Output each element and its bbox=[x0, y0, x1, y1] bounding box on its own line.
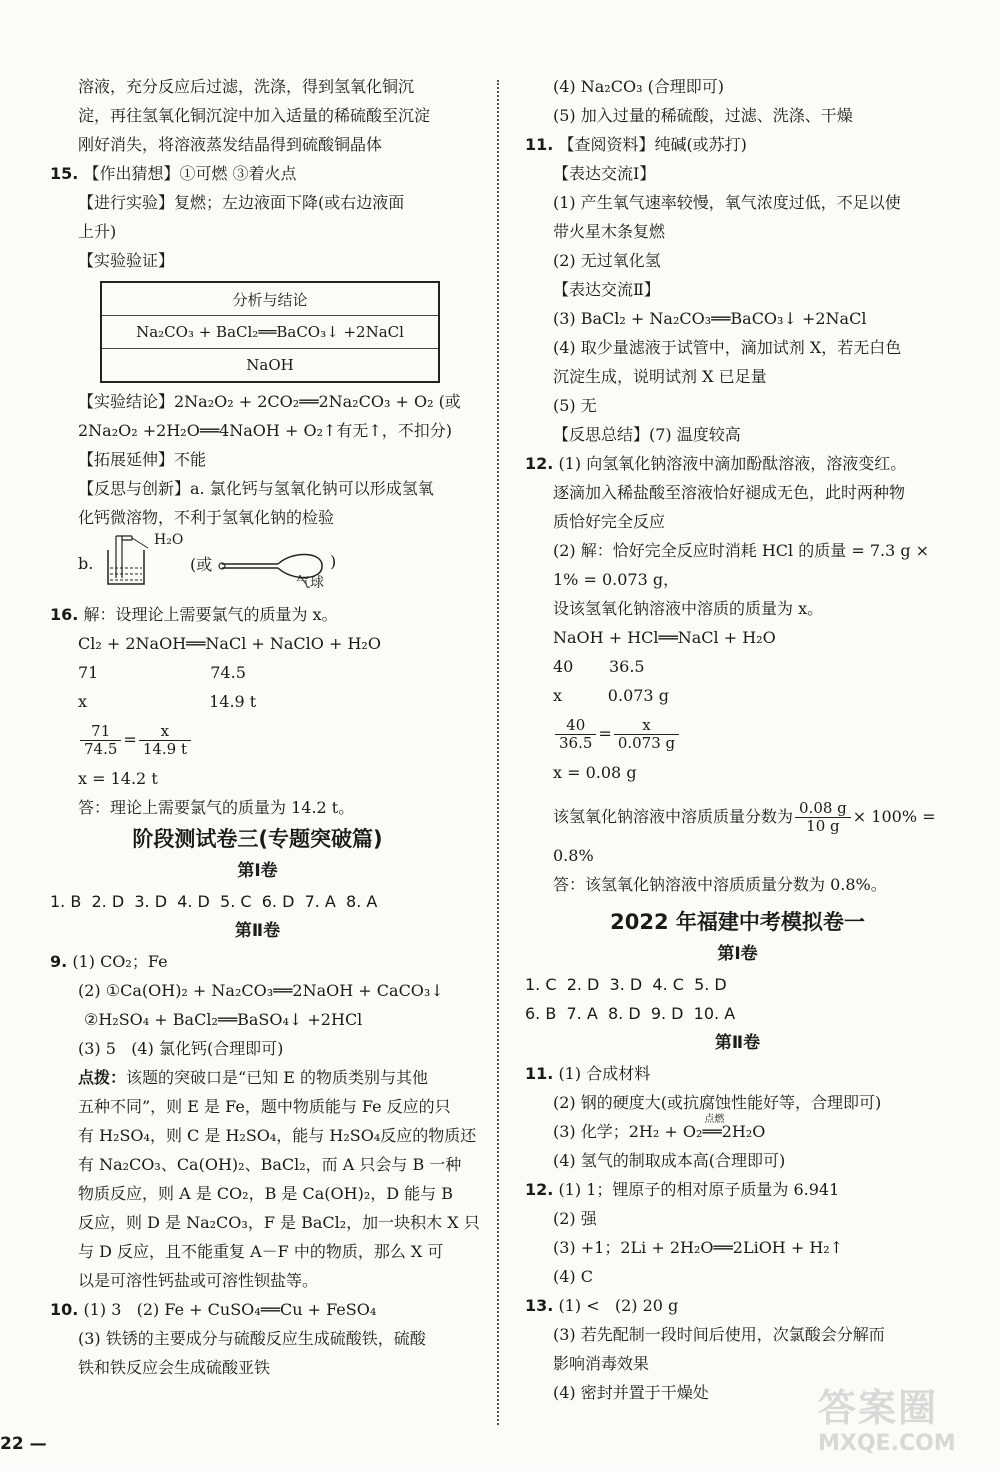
q9-hint-line: 以是可溶性钙盐或可溶性钡盐等。 bbox=[78, 1271, 319, 1290]
e13-line: (3) 若先配制一段时间后使用，次氯酸会分解而 bbox=[553, 1325, 885, 1344]
section3-answers: 1. B 2. D 3. D 4. D 5. C 6. D 7. A 8. A bbox=[50, 892, 378, 911]
e12-text: (1) 1；锂原子的相对原子质量为 6.941 bbox=[558, 1180, 840, 1199]
q14-tail-line: 溶液，充分反应后过滤，洗涤，得到氢氧化铜沉 bbox=[78, 77, 415, 96]
e11-equation-prefix: (3) 化学；2H₂ + O₂ bbox=[553, 1122, 703, 1141]
e11-equation-suffix: 2H₂O bbox=[721, 1122, 766, 1141]
diagram-balloon-label: 气球 bbox=[296, 575, 324, 591]
exam-part1: 第Ⅰ卷 bbox=[717, 944, 758, 964]
q12-line: 质恰好完全反应 bbox=[553, 512, 666, 531]
analysis-table-header: 分析与结论 bbox=[101, 282, 439, 316]
e12-number: 12. bbox=[525, 1180, 554, 1199]
e12-line: (4) C bbox=[553, 1267, 593, 1286]
exam-title: 2022 年福建中考模拟卷一 bbox=[610, 910, 865, 934]
q11-line: 带火星木条复燃 bbox=[553, 222, 666, 241]
q12-line: NaOH + HCl══NaCl + H₂O bbox=[553, 628, 776, 647]
q9-line: (3) 5 (4) 氯化钙(合理即可) bbox=[78, 1039, 284, 1058]
fraction-numerator: x bbox=[139, 723, 191, 741]
q11-line: 沉淀生成，说明试剂 X 已足量 bbox=[553, 367, 767, 386]
watermark-url: MXQE.COM bbox=[818, 1431, 956, 1456]
q10-line bbox=[50, 1295, 465, 1324]
fraction-numerator: 0.08 g bbox=[795, 800, 851, 818]
q12-answer: 答：该氢氧化钠溶液中溶质质量分数为 0.8%。 bbox=[553, 875, 887, 894]
e11-line: (4) 氢气的制取成本高(合理即可) bbox=[553, 1151, 786, 1170]
e11-line bbox=[525, 1059, 950, 1088]
fraction-denominator: 36.5 bbox=[559, 734, 593, 752]
right-column bbox=[525, 72, 950, 1407]
q15-conclusion-line: 2Na₂O₂ +2H₂O══4NaOH + O₂↑有无↑，不扣分) bbox=[78, 421, 453, 440]
q9-text: (1) CO₂；Fe bbox=[72, 952, 168, 971]
q15-number: 15. bbox=[50, 164, 79, 183]
e12-line: (3) +1；2Li + 2H₂O══2LiOH + H₂↑ bbox=[553, 1238, 844, 1257]
mass-fraction-suffix: × 100% = bbox=[852, 807, 936, 826]
q11-line: (1) 产生氧气速率较慢，氧气浓度过低，不足以使 bbox=[553, 193, 901, 212]
q9-hint-line: 有 Na₂CO₃、Ca(OH)₂、BaCl₂，而 A 只会与 B 一种 bbox=[78, 1155, 462, 1174]
q16-number: 16. bbox=[50, 605, 79, 624]
q9-line bbox=[50, 947, 465, 976]
fraction-numerator: x bbox=[614, 717, 679, 735]
e12-line bbox=[525, 1175, 950, 1204]
diagram-or-label: (或 bbox=[190, 555, 213, 574]
apparatus-diagram bbox=[50, 532, 465, 590]
q16-intro bbox=[50, 600, 465, 629]
mass-fraction-prefix: 该氢氧化钠溶液中溶质质量分数为 bbox=[553, 807, 794, 826]
q14-tail-line: 刚好消失，将溶液蒸发结晶得到硫酸铜晶体 bbox=[78, 135, 383, 154]
q9-hint-line: 与 D 反应，且不能重复 A－F 中的物质，那么 X 可 bbox=[78, 1242, 444, 1261]
watermark-logo-text: 答案圈 bbox=[818, 1386, 939, 1430]
e11-number: 11. bbox=[525, 1064, 554, 1083]
q12-mass-fraction bbox=[525, 793, 950, 841]
q10-tail-line: (5) 加入过量的稀硫酸，过滤、洗涤、干燥 bbox=[553, 106, 853, 125]
e13-line: 影响消毒效果 bbox=[553, 1354, 650, 1373]
reaction-condition bbox=[702, 1114, 725, 1146]
q16-answer: 答：理论上需要氯气的质量为 14.2 t。 bbox=[78, 798, 355, 817]
q12-line bbox=[525, 449, 950, 478]
q15-reflect-line: 化钙微溶物，不利于氢氧化钠的检验 bbox=[78, 508, 335, 527]
q15-guess bbox=[50, 159, 465, 188]
q9-hint-line: 有 H₂SO₄，则 C 是 H₂SO₄，能与 H₂SO₄反应的物质还 bbox=[78, 1126, 477, 1145]
q15-guess-text: 【作出猜想】①可燃 ③着火点 bbox=[83, 164, 297, 183]
q16-fraction-right bbox=[139, 723, 191, 758]
q10-line: (3) 铁锈的主要成分与硫酸反应生成硫酸铁，硫酸 bbox=[78, 1329, 426, 1348]
fraction-denominator: 10 g bbox=[806, 817, 840, 835]
q11-line: (5) 无 bbox=[553, 396, 597, 415]
condition-label: 点燃 bbox=[704, 1114, 725, 1125]
column-divider bbox=[497, 80, 499, 1425]
q9-hint-line: 五种不同”，则 E 是 Fe，题中物质能与 Fe 反应的只 bbox=[78, 1097, 451, 1116]
q15-conclusion-line: 【实验结论】2Na₂O₂ + 2CO₂══2Na₂CO₃ + O₂ (或 bbox=[78, 392, 461, 411]
diagram-h2o-label: H₂O bbox=[154, 532, 184, 548]
exam-part2: 第Ⅱ卷 bbox=[714, 1033, 761, 1053]
fraction-denominator: 74.5 bbox=[84, 740, 118, 758]
hint-text: 该题的突破口是“已知 E 的物质类别与其他 bbox=[126, 1068, 429, 1087]
q9-hint-line bbox=[50, 1063, 465, 1092]
e11-line: (2) 钢的硬度大(或抗腐蚀性能好等，合理即可) bbox=[553, 1093, 882, 1112]
q11-line: (4) 取少量滤液于试管中，滴加试剂 X，若无白色 bbox=[553, 338, 902, 357]
exam-answers-row1: 1. C 2. D 3. D 4. C 5. D bbox=[525, 975, 727, 994]
q11-line: (3) BaCl₂ + Na₂CO₃══BaCO₃↓ +2NaCl bbox=[553, 309, 867, 328]
q12-line: 逐滴加入稀盐酸至溶液恰好褪成无色，此时两种物 bbox=[553, 483, 906, 502]
q12-proportion: $\frac{40}{36.5}$ = $\frac{x}{0.073 g}$ bbox=[525, 710, 950, 758]
q12-fraction-left bbox=[555, 717, 596, 752]
fraction-denominator: 0.073 g bbox=[617, 734, 676, 752]
analysis-table-cell: NaOH bbox=[101, 349, 439, 383]
q9-line: ②H₂SO₄ + BaCl₂══BaSO₄↓ +2HCl bbox=[84, 1010, 363, 1029]
fraction-denominator: 14.9 t bbox=[142, 740, 188, 758]
condition-arrow: ══ bbox=[702, 1122, 722, 1141]
q11-line: (2) 无过氧化氢 bbox=[553, 251, 661, 270]
q14-tail-line: 淀，再往氢氧化铜沉淀中加入适量的稀硫酸至沉淀 bbox=[78, 106, 431, 125]
q12-line: (2) 解：恰好完全反应时消耗 HCl 的质量 = 7.3 g × bbox=[553, 541, 930, 560]
q11-line: 【表达交流Ⅱ】 bbox=[553, 280, 660, 299]
q11-line bbox=[525, 130, 950, 159]
mass-fraction bbox=[795, 800, 851, 835]
e13-number: 13. bbox=[525, 1296, 554, 1315]
q15-verify: 【实验验证】 bbox=[78, 251, 175, 270]
q9-hint-line: 物质反应，则 A 是 CO₂，B 是 Ca(OH)₂，D 能与 B bbox=[78, 1184, 454, 1203]
diagram-close-paren: ) bbox=[330, 552, 337, 571]
left-column bbox=[50, 72, 480, 1382]
fraction-numerator: 71 bbox=[80, 723, 121, 741]
q12-line: 1% = 0.073 g， bbox=[553, 570, 680, 589]
q16-proportion: $\frac{71}{74.5}$ = $\frac{x}{14.9 t}$ bbox=[50, 716, 465, 764]
fraction-numerator: 40 bbox=[555, 717, 596, 735]
q11-line: 【反思总结】(7) 温度较高 bbox=[553, 425, 741, 444]
q9-hint-line: 反应，则 D 是 Na₂CO₃，F 是 BaCl₂，加一块积木 X 只 bbox=[78, 1213, 480, 1232]
beaker-tube-icon bbox=[98, 532, 158, 590]
q16-line: 71 74.5 bbox=[78, 663, 246, 682]
e11-text: (1) 合成材料 bbox=[558, 1064, 651, 1083]
q16-line: x 14.9 t bbox=[78, 692, 257, 711]
q11-number: 11. bbox=[525, 135, 554, 154]
q12-line: x 0.073 g bbox=[553, 686, 669, 705]
q16-fraction-left bbox=[80, 723, 121, 758]
q12-fraction-right bbox=[614, 717, 679, 752]
section3-part2: 第Ⅱ卷 bbox=[234, 921, 281, 941]
page-number: 22 — bbox=[0, 1434, 47, 1454]
q15-reflect-line: 【反思与创新】a. 氯化钙与氢氧化钠可以形成氢氧 bbox=[78, 479, 434, 498]
q12-result: x = 0.08 g bbox=[553, 763, 637, 782]
e13-line bbox=[525, 1291, 950, 1320]
q10-text: (1) 3 (2) Fe + CuSO₄══Cu + FeSO₄ bbox=[83, 1300, 377, 1319]
diagram-b-label: b. bbox=[78, 554, 94, 573]
q11-line: 【表达交流Ⅰ】 bbox=[553, 164, 656, 183]
analysis-table bbox=[100, 281, 440, 383]
e13-line: (4) 密封并置于干燥处 bbox=[553, 1383, 709, 1402]
exam-answers-row2: 6. B 7. A 8. D 9. D 10. A bbox=[525, 1004, 736, 1023]
q10-tail-line: (4) Na₂CO₃ (合理即可) bbox=[553, 77, 725, 96]
q12-line: 设该氢氧化钠溶液中溶质的质量为 x。 bbox=[553, 599, 824, 618]
q9-number: 9. bbox=[50, 952, 68, 971]
q11-text: 【查阅资料】纯碱(或苏打) bbox=[558, 135, 747, 154]
q15-experiment-line: 上升) bbox=[78, 222, 117, 241]
q12-mass-value: 0.8% bbox=[553, 846, 594, 865]
e11-line bbox=[525, 1114, 950, 1146]
watermark bbox=[818, 1385, 988, 1465]
q10-number: 10. bbox=[50, 1300, 79, 1319]
q12-line: 40 36.5 bbox=[553, 657, 645, 676]
e12-line: (2) 强 bbox=[553, 1209, 597, 1228]
q16-line: 解：设理论上需要氯气的质量为 x。 bbox=[83, 605, 338, 624]
q15-extend: 【拓展延伸】不能 bbox=[78, 450, 207, 469]
analysis-table-cell: Na₂CO₃ + BaCl₂══BaCO₃↓ +2NaCl bbox=[101, 316, 439, 349]
hint-label: 点拨： bbox=[78, 1068, 127, 1087]
section3-part1: 第Ⅰ卷 bbox=[237, 861, 278, 881]
q15-experiment-line: 【进行实验】复燃；左边液面下降(或右边液面 bbox=[78, 193, 405, 212]
e13-text: (1) < (2) 20 g bbox=[558, 1296, 679, 1315]
q12-text: (1) 向氢氧化钠溶液中滴加酚酞溶液，溶液变红。 bbox=[558, 454, 907, 473]
q16-result: x = 14.2 t bbox=[78, 769, 158, 788]
q9-line: (2) ①Ca(OH)₂ + Na₂CO₃══2NaOH + CaCO₃↓ bbox=[78, 981, 444, 1000]
section3-title: 阶段测试卷三(专题突破篇) bbox=[132, 827, 383, 851]
q12-number: 12. bbox=[525, 454, 554, 473]
q10-line: 铁和铁反应会生成硫酸亚铁 bbox=[78, 1358, 271, 1377]
q16-line: Cl₂ + 2NaOH══NaCl + NaClO + H₂O bbox=[78, 634, 381, 653]
